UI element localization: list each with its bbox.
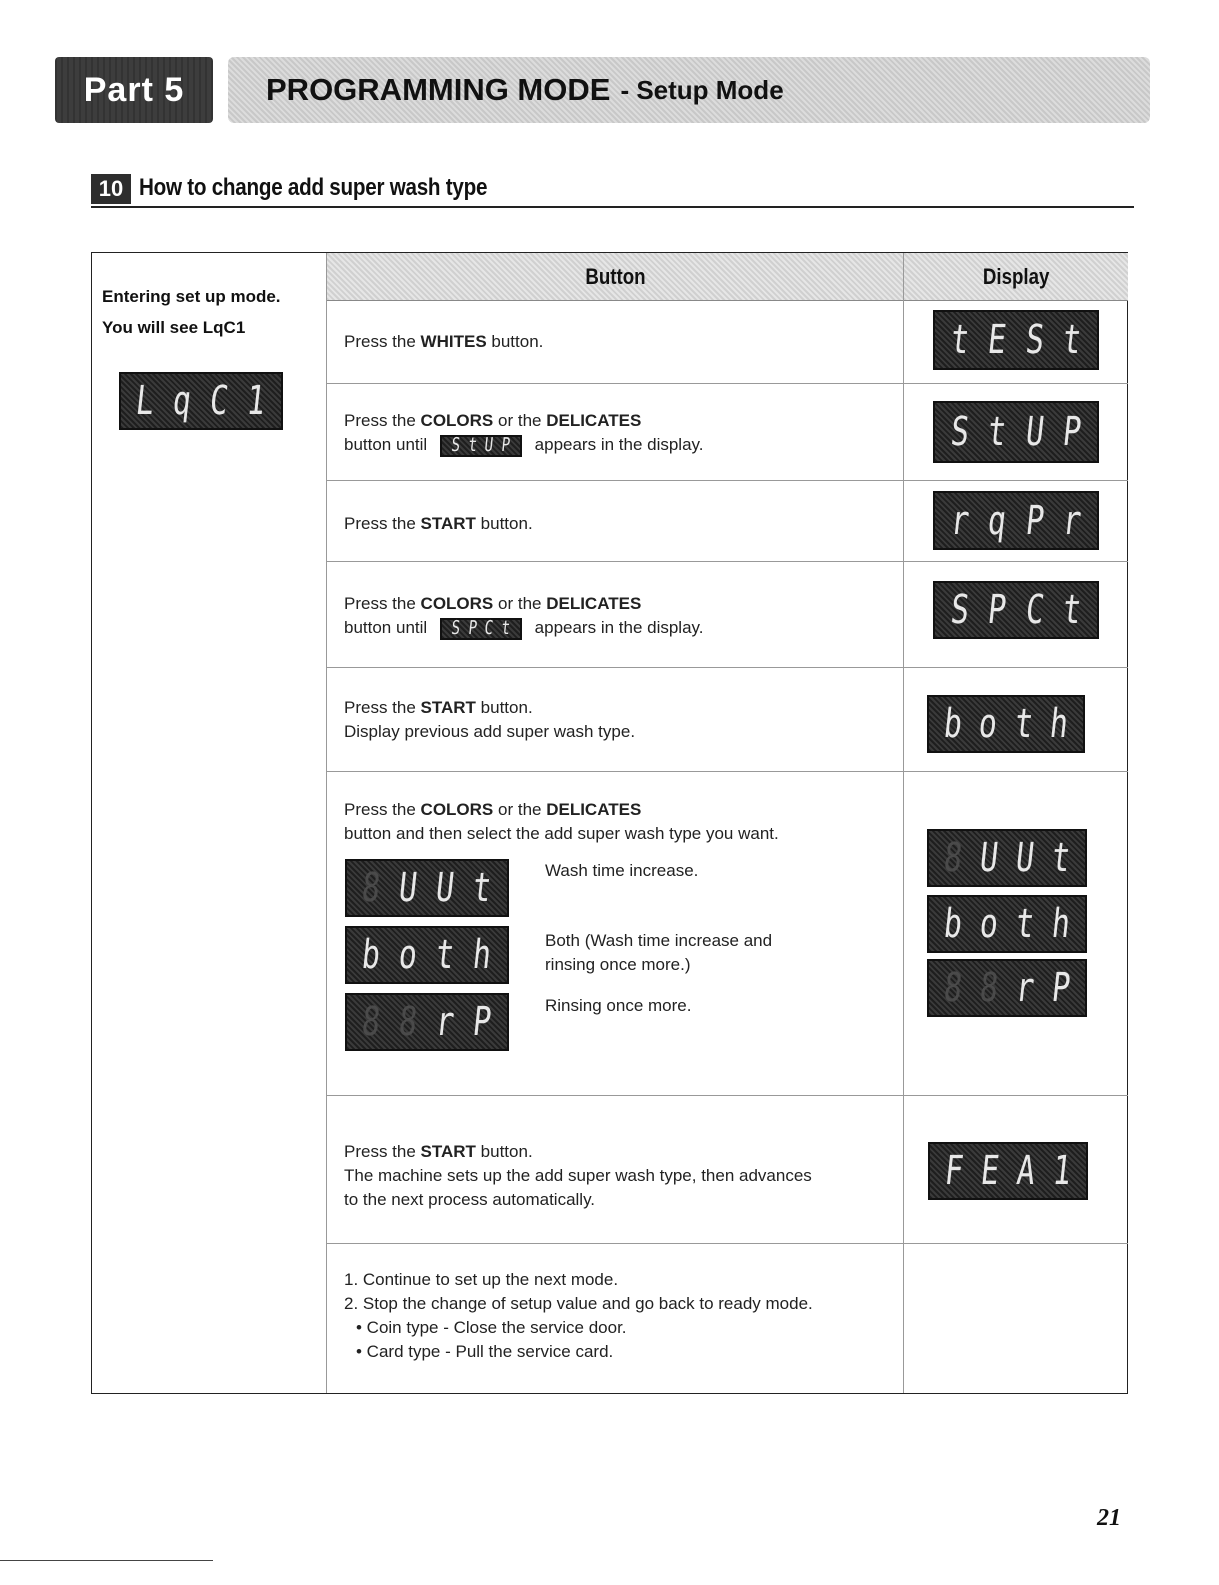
lcd-digit: 1	[245, 378, 268, 424]
lcd-digit: 8	[360, 865, 383, 911]
inline-lcd	[440, 618, 522, 640]
lcd-digit: h	[1047, 701, 1071, 747]
lcd-digit: C	[1023, 587, 1047, 633]
lcd-digit: P	[1060, 409, 1084, 455]
lcd-display	[119, 372, 283, 430]
option-lcd	[345, 859, 509, 917]
lcd-digit: q	[985, 497, 1009, 544]
left-column	[92, 253, 327, 1393]
title-sub: - Setup Mode	[620, 74, 784, 105]
lcd-digit: t	[434, 932, 457, 978]
lcd-display	[933, 401, 1099, 463]
note-line: 1. Continue to set up the next mode.	[344, 1270, 619, 1289]
lcd-digit: E	[985, 317, 1009, 363]
lcd-digit: t	[1060, 587, 1084, 633]
lcd-display	[927, 895, 1087, 953]
lcd-digit: 8	[360, 999, 383, 1045]
column-header-display: Display	[904, 253, 1128, 301]
lcd-digit: C	[208, 378, 231, 424]
lcd-digit: U	[434, 865, 457, 911]
lcd-digit: U	[1013, 835, 1037, 881]
lcd-digit: P	[1023, 497, 1047, 544]
lcd-digit: P	[471, 999, 494, 1045]
lcd-digit: U	[483, 434, 495, 457]
lcd-digit: o	[397, 932, 420, 978]
lcd-display	[927, 829, 1087, 887]
lcd-digit: E	[978, 1148, 1002, 1194]
step-text: Press the WHITES button.	[344, 332, 544, 351]
lcd-digit: 1	[1050, 1148, 1074, 1194]
lcd-digit: r	[434, 999, 457, 1045]
lcd-digit: t	[471, 865, 494, 911]
lcd-digit: t	[1012, 701, 1036, 747]
lcd-digit: L	[134, 378, 157, 424]
step-text: Press the COLORS or the DELICATES button until S P C t appears in the display.	[344, 594, 704, 640]
lcd-display	[927, 959, 1087, 1017]
lcd-digit: P	[1049, 965, 1073, 1011]
option-text: Rinsing once more.	[545, 996, 692, 1015]
page-title	[228, 57, 1150, 123]
lcd-digit: P	[500, 434, 512, 457]
lcd-digit: t	[1013, 901, 1037, 947]
lcd-digit: b	[941, 701, 965, 747]
lcd-digit: P	[467, 617, 479, 640]
step-text: Press the START button. Display previous add super wash type.	[344, 698, 636, 741]
lcd-digit: t	[500, 617, 512, 640]
lcd-display	[933, 581, 1099, 639]
lcd-digit: b	[360, 932, 383, 978]
lcd-digit: o	[977, 901, 1001, 947]
lcd-digit: q	[171, 378, 194, 424]
step-text: Press the START button. The machine sets up the add super wash type, then advances to the next process automatically.	[344, 1142, 812, 1209]
lcd-digit: F	[942, 1148, 966, 1194]
lcd-digit: t	[985, 409, 1009, 455]
option-lcd	[345, 993, 509, 1051]
option-text: Wash time increase.	[545, 861, 699, 880]
option-text: Both (Wash time increase and rinsing once more.)	[545, 931, 773, 974]
lcd-digit: r	[1013, 965, 1037, 1011]
lcd-display	[933, 310, 1099, 370]
lcd-digit: S	[1023, 317, 1047, 363]
lcd-digit: t	[1060, 317, 1084, 363]
step-text: Press the START button.	[344, 514, 533, 533]
lcd-digit: A	[1014, 1148, 1038, 1194]
section-title: How to change add super wash type	[139, 174, 488, 201]
lcd-digit: t	[467, 434, 479, 457]
lcd-digit: 8	[941, 965, 965, 1011]
lcd-digit: P	[985, 587, 1009, 633]
inline-lcd	[440, 435, 522, 457]
lcd-digit: C	[483, 617, 495, 640]
page-number: 21	[1097, 1505, 1121, 1531]
you-will-see-text: You will see LqC1	[102, 318, 246, 337]
title-main: PROGRAMMING MODE	[266, 72, 611, 107]
lcd-digit: 8	[397, 999, 420, 1045]
lcd-digit: U	[977, 835, 1001, 881]
lcd-display	[927, 695, 1085, 753]
lcd-digit: S	[948, 587, 972, 633]
lcd-digit: o	[976, 701, 1000, 747]
procedure-table	[91, 252, 1128, 1394]
lcd-display	[933, 491, 1099, 550]
option-lcd	[345, 926, 509, 984]
lcd-digit: t	[1049, 835, 1073, 881]
lcd-digit: U	[1023, 409, 1047, 455]
section-heading	[91, 172, 1134, 208]
lcd-digit: r	[1060, 497, 1084, 544]
lcd-digit: b	[941, 901, 965, 947]
column-header-button: Button	[327, 253, 904, 301]
lcd-digit: h	[1049, 901, 1073, 947]
lcd-digit: r	[948, 497, 972, 544]
section-number: 10	[91, 174, 131, 204]
lcd-digit: S	[450, 434, 462, 457]
lcd-digit: t	[948, 317, 972, 363]
lcd-digit: 8	[941, 835, 965, 881]
lcd-digit: U	[397, 865, 420, 911]
lcd-digit: S	[450, 617, 462, 640]
step-text: Press the COLORS or the DELICATES button until S t U P appears in the display.	[344, 411, 704, 457]
part-label: Part 5	[55, 57, 213, 123]
note-line: 2. Stop the change of setup value and go back to ready mode.	[344, 1294, 813, 1313]
lcd-digit: h	[471, 932, 494, 978]
note-line: • Card type - Pull the service card.	[356, 1342, 614, 1361]
note-line: • Coin type - Close the service door.	[356, 1318, 627, 1337]
lcd-digit: S	[948, 409, 972, 455]
step-text: Press the COLORS or the DELICATES button and then select the add super wash type you want.	[344, 800, 779, 843]
lcd-display	[928, 1142, 1088, 1200]
lcd-digit: 8	[977, 965, 1001, 1011]
entering-setup-text: Entering set up mode.	[102, 287, 281, 306]
